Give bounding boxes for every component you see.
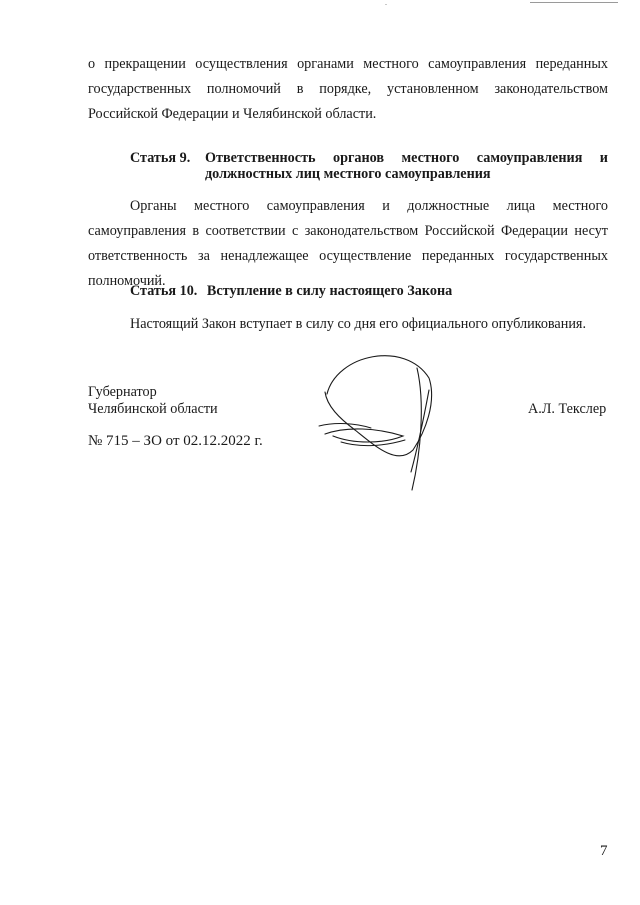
- governor-name: А.Л. Текслер: [528, 401, 607, 417]
- page-number: 7: [600, 843, 608, 859]
- law-registration-number: № 715 – ЗО от 02.12.2022 г.: [88, 433, 263, 449]
- article9-heading: [130, 150, 608, 182]
- article9-title: Ответственность органов местного самоуправления и должностных лиц местного самоуправления: [205, 150, 608, 182]
- scan-speck: [385, 4, 387, 5]
- top-edge-line: [530, 2, 618, 3]
- article10-text: Настоящий Закон вступает в силу со дня его официального опубликования.: [130, 316, 586, 332]
- article10-title: Вступление в силу настоящего Закона: [206, 283, 453, 299]
- governor-position: Губернатор: [88, 384, 157, 400]
- article10-number: Статья 10.: [130, 283, 198, 299]
- handwritten-signature: [305, 342, 445, 494]
- governor-region: Челябинской области: [88, 401, 218, 417]
- article9-number: Статья 9.: [130, 150, 191, 166]
- article10-heading: [130, 283, 608, 299]
- governor-title: [88, 384, 218, 418]
- article9-text: Органы местного самоуправления и должностные лица местного самоуправления в соответствии с законодательством Российской Федерации несут ответственность за ненадлежащее осуществление переданных государственных полномочий.: [88, 198, 608, 289]
- article8-continuation: о прекращении осуществления органами местного самоуправления переданных государственных полномочий в порядке, установленном законодательством Российской Федерации и Челябинской области.: [88, 56, 608, 122]
